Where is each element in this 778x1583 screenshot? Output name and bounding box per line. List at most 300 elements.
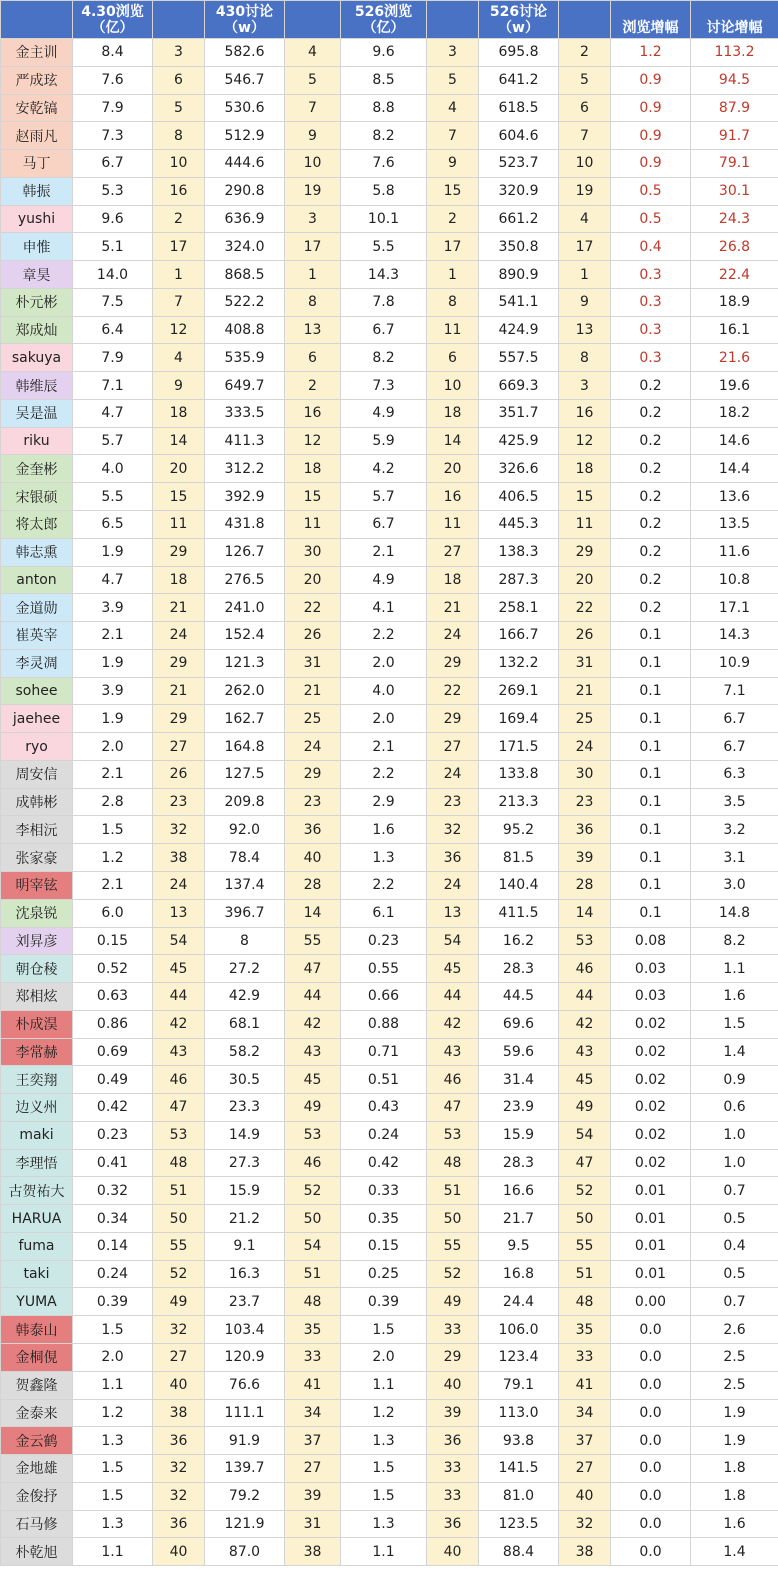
cell-browse-430-rank: 29 <box>153 649 205 677</box>
header-browse-growth: 浏览增幅 <box>611 1 691 39</box>
cell-browse-430-rank: 24 <box>153 622 205 650</box>
cell-discuss-430: 333.5 <box>205 399 285 427</box>
cell-discuss-430-rank: 30 <box>285 538 341 566</box>
cell-browse-526: 1.5 <box>341 1316 427 1344</box>
cell-browse-526-rank: 55 <box>427 1232 479 1260</box>
cell-name: 韩泰山 <box>1 1316 73 1344</box>
cell-discuss-526-rank: 2 <box>559 39 611 67</box>
cell-browse-526: 0.51 <box>341 1066 427 1094</box>
cell-browse-526: 7.6 <box>341 150 427 178</box>
cell-browse-430-rank: 4 <box>153 344 205 372</box>
cell-discuss-growth: 91.7 <box>691 122 778 150</box>
cell-discuss-growth: 0.6 <box>691 1094 778 1122</box>
cell-discuss-growth: 8.2 <box>691 927 778 955</box>
cell-discuss-526-rank: 8 <box>559 344 611 372</box>
cell-browse-growth: 0.9 <box>611 94 691 122</box>
cell-discuss-430-rank: 47 <box>285 955 341 983</box>
cell-discuss-growth: 18.2 <box>691 399 778 427</box>
cell-name: 金泰来 <box>1 1399 73 1427</box>
cell-browse-430: 1.3 <box>73 1427 153 1455</box>
cell-discuss-526: 79.1 <box>479 1371 559 1399</box>
cell-browse-430-rank: 47 <box>153 1094 205 1122</box>
cell-discuss-526-rank: 21 <box>559 677 611 705</box>
cell-browse-430-rank: 32 <box>153 816 205 844</box>
cell-browse-430: 2.1 <box>73 871 153 899</box>
cell-browse-430: 1.5 <box>73 1482 153 1510</box>
cell-browse-430: 1.3 <box>73 1510 153 1538</box>
cell-browse-430: 2.1 <box>73 622 153 650</box>
cell-discuss-430: 27.3 <box>205 1149 285 1177</box>
header-browse-526-rank <box>427 1 479 39</box>
cell-discuss-growth: 0.4 <box>691 1232 778 1260</box>
cell-discuss-growth: 14.4 <box>691 455 778 483</box>
cell-browse-430: 14.0 <box>73 261 153 289</box>
table-row <box>1 1510 778 1538</box>
cell-discuss-430: 392.9 <box>205 483 285 511</box>
cell-discuss-430: 111.1 <box>205 1399 285 1427</box>
cell-browse-526: 2.9 <box>341 788 427 816</box>
table-row <box>1 455 778 483</box>
cell-discuss-growth: 1.6 <box>691 983 778 1011</box>
cell-browse-526: 1.3 <box>341 1427 427 1455</box>
table-row <box>1 844 778 872</box>
table-row <box>1 1427 778 1455</box>
cell-name: 申惟 <box>1 233 73 261</box>
cell-discuss-430: 868.5 <box>205 261 285 289</box>
cell-browse-430-rank: 27 <box>153 1343 205 1371</box>
cell-browse-526-rank: 7 <box>427 122 479 150</box>
cell-discuss-430: 23.7 <box>205 1288 285 1316</box>
cell-name: 王奕翔 <box>1 1066 73 1094</box>
cell-discuss-growth: 16.1 <box>691 316 778 344</box>
cell-discuss-430-rank: 1 <box>285 261 341 289</box>
cell-name: 石马修 <box>1 1510 73 1538</box>
cell-browse-growth: 0.0 <box>611 1482 691 1510</box>
cell-browse-526-rank: 29 <box>427 649 479 677</box>
cell-browse-growth: 0.1 <box>611 760 691 788</box>
cell-browse-growth: 0.1 <box>611 622 691 650</box>
cell-browse-430: 0.15 <box>73 927 153 955</box>
cell-discuss-growth: 3.5 <box>691 788 778 816</box>
cell-discuss-526-rank: 6 <box>559 94 611 122</box>
cell-discuss-growth: 14.3 <box>691 622 778 650</box>
cell-discuss-526-rank: 43 <box>559 1038 611 1066</box>
cell-browse-526-rank: 44 <box>427 983 479 1011</box>
cell-browse-430-rank: 24 <box>153 871 205 899</box>
cell-browse-430-rank: 48 <box>153 1149 205 1177</box>
cell-name: 边义州 <box>1 1094 73 1122</box>
cell-browse-526: 0.15 <box>341 1232 427 1260</box>
cell-name: sohee <box>1 677 73 705</box>
cell-name: 马丁 <box>1 150 73 178</box>
cell-browse-526-rank: 23 <box>427 788 479 816</box>
cell-browse-430-rank: 45 <box>153 955 205 983</box>
table-row <box>1 677 778 705</box>
cell-browse-526: 1.3 <box>341 844 427 872</box>
table-row <box>1 955 778 983</box>
cell-discuss-526-rank: 29 <box>559 538 611 566</box>
table-row <box>1 927 778 955</box>
cell-name: 金俊抒 <box>1 1482 73 1510</box>
cell-discuss-430: 121.9 <box>205 1510 285 1538</box>
cell-discuss-526: 890.9 <box>479 261 559 289</box>
cell-discuss-526-rank: 38 <box>559 1538 611 1566</box>
cell-browse-430-rank: 13 <box>153 899 205 927</box>
cell-discuss-430-rank: 54 <box>285 1232 341 1260</box>
cell-discuss-growth: 3.2 <box>691 816 778 844</box>
cell-name: 朴乾旭 <box>1 1538 73 1566</box>
cell-discuss-526: 669.3 <box>479 372 559 400</box>
cell-discuss-526: 541.1 <box>479 288 559 316</box>
cell-browse-526-rank: 53 <box>427 1121 479 1149</box>
cell-browse-526: 4.9 <box>341 399 427 427</box>
cell-discuss-430-rank: 16 <box>285 399 341 427</box>
cell-discuss-430: 241.0 <box>205 594 285 622</box>
cell-browse-growth: 0.5 <box>611 177 691 205</box>
cell-discuss-growth: 0.9 <box>691 1066 778 1094</box>
cell-discuss-526: 28.3 <box>479 955 559 983</box>
cell-name: 朴成淏 <box>1 1010 73 1038</box>
table-row <box>1 94 778 122</box>
cell-discuss-526: 604.6 <box>479 122 559 150</box>
cell-discuss-526: 140.4 <box>479 871 559 899</box>
cell-browse-526-rank: 11 <box>427 511 479 539</box>
cell-discuss-430-rank: 8 <box>285 288 341 316</box>
cell-browse-growth: 0.02 <box>611 1094 691 1122</box>
cell-browse-430: 6.7 <box>73 150 153 178</box>
cell-discuss-430-rank: 6 <box>285 344 341 372</box>
cell-name: 金奎彬 <box>1 455 73 483</box>
cell-discuss-430: 79.2 <box>205 1482 285 1510</box>
cell-browse-526-rank: 29 <box>427 705 479 733</box>
cell-browse-526: 1.5 <box>341 1455 427 1483</box>
cell-discuss-430-rank: 26 <box>285 622 341 650</box>
cell-browse-430: 1.5 <box>73 816 153 844</box>
cell-browse-430-rank: 51 <box>153 1177 205 1205</box>
cell-browse-526-rank: 4 <box>427 94 479 122</box>
header-discuss-430-rank <box>285 1 341 39</box>
cell-discuss-growth: 1.0 <box>691 1149 778 1177</box>
cell-browse-430-rank: 15 <box>153 483 205 511</box>
cell-browse-526: 0.55 <box>341 955 427 983</box>
cell-name: 金地雄 <box>1 1455 73 1483</box>
cell-browse-526-rank: 32 <box>427 816 479 844</box>
cell-discuss-430-rank: 53 <box>285 1121 341 1149</box>
cell-browse-526: 0.23 <box>341 927 427 955</box>
cell-discuss-526-rank: 48 <box>559 1288 611 1316</box>
cell-discuss-526-rank: 11 <box>559 511 611 539</box>
cell-discuss-430-rank: 23 <box>285 788 341 816</box>
cell-browse-growth: 0.03 <box>611 983 691 1011</box>
table-row <box>1 399 778 427</box>
cell-discuss-430-rank: 5 <box>285 66 341 94</box>
cell-browse-526: 2.0 <box>341 705 427 733</box>
cell-browse-430: 2.1 <box>73 760 153 788</box>
cell-browse-526: 2.2 <box>341 871 427 899</box>
cell-discuss-430: 23.3 <box>205 1094 285 1122</box>
table-row <box>1 1482 778 1510</box>
cell-discuss-526-rank: 37 <box>559 1427 611 1455</box>
cell-browse-430: 0.23 <box>73 1121 153 1149</box>
cell-browse-430: 9.6 <box>73 205 153 233</box>
cell-discuss-430: 209.8 <box>205 788 285 816</box>
table-row <box>1 899 778 927</box>
table-row <box>1 538 778 566</box>
cell-name: taki <box>1 1260 73 1288</box>
cell-name: 金主训 <box>1 39 73 67</box>
cell-name: 成韩彬 <box>1 788 73 816</box>
cell-discuss-growth: 14.6 <box>691 427 778 455</box>
cell-browse-526: 6.7 <box>341 316 427 344</box>
cell-browse-430: 0.24 <box>73 1260 153 1288</box>
cell-discuss-526-rank: 17 <box>559 233 611 261</box>
table-row <box>1 39 778 67</box>
cell-browse-430: 0.32 <box>73 1177 153 1205</box>
cell-browse-430: 5.3 <box>73 177 153 205</box>
cell-browse-430-rank: 38 <box>153 844 205 872</box>
cell-browse-430-rank: 43 <box>153 1038 205 1066</box>
cell-discuss-526-rank: 12 <box>559 427 611 455</box>
cell-browse-526: 6.1 <box>341 899 427 927</box>
cell-name: 张家豪 <box>1 844 73 872</box>
cell-browse-430: 4.7 <box>73 399 153 427</box>
cell-browse-growth: 0.3 <box>611 288 691 316</box>
cell-discuss-526-rank: 51 <box>559 1260 611 1288</box>
cell-discuss-526: 24.4 <box>479 1288 559 1316</box>
cell-browse-growth: 0.2 <box>611 372 691 400</box>
cell-browse-430: 1.1 <box>73 1538 153 1566</box>
cell-discuss-526: 123.4 <box>479 1343 559 1371</box>
cell-browse-526-rank: 49 <box>427 1288 479 1316</box>
cell-browse-430: 2.0 <box>73 733 153 761</box>
cell-discuss-526: 287.3 <box>479 566 559 594</box>
cell-discuss-430-rank: 14 <box>285 899 341 927</box>
cell-browse-430: 6.0 <box>73 899 153 927</box>
cell-discuss-430-rank: 24 <box>285 733 341 761</box>
table-row <box>1 483 778 511</box>
table-row <box>1 1371 778 1399</box>
cell-discuss-430-rank: 35 <box>285 1316 341 1344</box>
cell-browse-526: 0.42 <box>341 1149 427 1177</box>
cell-discuss-430: 535.9 <box>205 344 285 372</box>
cell-discuss-growth: 2.5 <box>691 1371 778 1399</box>
cell-browse-growth: 0.4 <box>611 233 691 261</box>
cell-browse-526: 0.35 <box>341 1205 427 1233</box>
cell-discuss-growth: 2.6 <box>691 1316 778 1344</box>
cell-browse-430-rank: 27 <box>153 733 205 761</box>
cell-discuss-526: 21.7 <box>479 1205 559 1233</box>
cell-discuss-430: 312.2 <box>205 455 285 483</box>
cell-discuss-growth: 1.9 <box>691 1427 778 1455</box>
cell-discuss-526-rank: 22 <box>559 594 611 622</box>
cell-browse-growth: 0.02 <box>611 1038 691 1066</box>
table-row <box>1 788 778 816</box>
cell-browse-526: 0.33 <box>341 1177 427 1205</box>
cell-browse-526: 7.8 <box>341 288 427 316</box>
cell-discuss-526: 113.0 <box>479 1399 559 1427</box>
cell-browse-526: 0.88 <box>341 1010 427 1038</box>
cell-discuss-430: 15.9 <box>205 1177 285 1205</box>
cell-discuss-430-rank: 20 <box>285 566 341 594</box>
cell-browse-526-rank: 3 <box>427 39 479 67</box>
cell-discuss-430-rank: 43 <box>285 1038 341 1066</box>
cell-browse-526-rank: 6 <box>427 344 479 372</box>
cell-discuss-526-rank: 35 <box>559 1316 611 1344</box>
cell-discuss-growth: 24.3 <box>691 205 778 233</box>
header-browse-526: 526浏览 （亿） <box>341 1 427 39</box>
cell-discuss-430-rank: 50 <box>285 1205 341 1233</box>
cell-discuss-526: 445.3 <box>479 511 559 539</box>
cell-browse-526: 2.1 <box>341 538 427 566</box>
cell-browse-430: 7.5 <box>73 288 153 316</box>
cell-browse-430-rank: 11 <box>153 511 205 539</box>
cell-name: yushi <box>1 205 73 233</box>
table-row <box>1 733 778 761</box>
cell-discuss-growth: 17.1 <box>691 594 778 622</box>
cell-browse-526: 0.25 <box>341 1260 427 1288</box>
cell-name: HARUA <box>1 1205 73 1233</box>
cell-discuss-526: 44.5 <box>479 983 559 1011</box>
cell-browse-growth: 0.2 <box>611 427 691 455</box>
cell-discuss-526: 641.2 <box>479 66 559 94</box>
cell-discuss-430: 76.6 <box>205 1371 285 1399</box>
cell-name: 朝仓稜 <box>1 955 73 983</box>
cell-browse-growth: 0.01 <box>611 1177 691 1205</box>
header-discuss-526: 526讨论 （w） <box>479 1 559 39</box>
table-row <box>1 1094 778 1122</box>
cell-discuss-526-rank: 34 <box>559 1399 611 1427</box>
cell-discuss-430: 290.8 <box>205 177 285 205</box>
cell-discuss-430: 411.3 <box>205 427 285 455</box>
cell-discuss-430-rank: 38 <box>285 1538 341 1566</box>
cell-discuss-430: 127.5 <box>205 760 285 788</box>
cell-browse-526-rank: 18 <box>427 566 479 594</box>
cell-discuss-526: 133.8 <box>479 760 559 788</box>
cell-discuss-430: 636.9 <box>205 205 285 233</box>
cell-discuss-430-rank: 31 <box>285 649 341 677</box>
cell-discuss-430-rank: 13 <box>285 316 341 344</box>
cell-discuss-526-rank: 54 <box>559 1121 611 1149</box>
cell-browse-430-rank: 21 <box>153 677 205 705</box>
cell-browse-430: 1.5 <box>73 1316 153 1344</box>
cell-discuss-430: 68.1 <box>205 1010 285 1038</box>
cell-discuss-430: 58.2 <box>205 1038 285 1066</box>
cell-browse-526-rank: 22 <box>427 677 479 705</box>
cell-browse-430: 0.49 <box>73 1066 153 1094</box>
cell-discuss-526-rank: 7 <box>559 122 611 150</box>
cell-browse-430: 2.8 <box>73 788 153 816</box>
cell-name: maki <box>1 1121 73 1149</box>
cell-browse-526-rank: 20 <box>427 455 479 483</box>
cell-name: 古贺祐大 <box>1 1177 73 1205</box>
cell-browse-430: 1.1 <box>73 1371 153 1399</box>
table-row <box>1 1010 778 1038</box>
cell-name: 安乾镐 <box>1 94 73 122</box>
cell-name: 李理悟 <box>1 1149 73 1177</box>
cell-browse-growth: 0.3 <box>611 261 691 289</box>
cell-discuss-526: 258.1 <box>479 594 559 622</box>
cell-browse-526: 1.3 <box>341 1510 427 1538</box>
cell-browse-growth: 0.5 <box>611 205 691 233</box>
cell-browse-growth: 0.1 <box>611 816 691 844</box>
table-row <box>1 1343 778 1371</box>
table-row <box>1 261 778 289</box>
cell-browse-growth: 0.01 <box>611 1232 691 1260</box>
cell-discuss-430: 530.6 <box>205 94 285 122</box>
cell-discuss-growth: 3.1 <box>691 844 778 872</box>
cell-browse-526: 10.1 <box>341 205 427 233</box>
cell-discuss-growth: 0.5 <box>691 1260 778 1288</box>
cell-name: 李相沅 <box>1 816 73 844</box>
cell-discuss-526-rank: 45 <box>559 1066 611 1094</box>
table-row <box>1 705 778 733</box>
cell-discuss-430: 8 <box>205 927 285 955</box>
cell-discuss-526-rank: 26 <box>559 622 611 650</box>
cell-browse-526-rank: 40 <box>427 1371 479 1399</box>
table-row <box>1 1538 778 1566</box>
cell-discuss-526-rank: 40 <box>559 1482 611 1510</box>
header-discuss-growth: 讨论增幅 <box>691 1 778 39</box>
cell-discuss-430: 408.8 <box>205 316 285 344</box>
table-row <box>1 1455 778 1483</box>
cell-browse-526: 5.9 <box>341 427 427 455</box>
cell-browse-growth: 0.3 <box>611 344 691 372</box>
table-row <box>1 1121 778 1149</box>
cell-discuss-430-rank: 31 <box>285 1510 341 1538</box>
cell-browse-526-rank: 24 <box>427 622 479 650</box>
cell-browse-growth: 0.0 <box>611 1455 691 1483</box>
cell-browse-526: 14.3 <box>341 261 427 289</box>
cell-discuss-430-rank: 48 <box>285 1288 341 1316</box>
cell-discuss-526: 695.8 <box>479 39 559 67</box>
cell-browse-526: 2.2 <box>341 622 427 650</box>
cell-name: 金道勋 <box>1 594 73 622</box>
cell-discuss-430: 14.9 <box>205 1121 285 1149</box>
cell-browse-526-rank: 36 <box>427 844 479 872</box>
cell-discuss-526-rank: 18 <box>559 455 611 483</box>
cell-browse-430: 0.69 <box>73 1038 153 1066</box>
cell-discuss-growth: 10.8 <box>691 566 778 594</box>
cell-browse-430: 1.9 <box>73 538 153 566</box>
cell-browse-430: 2.0 <box>73 1343 153 1371</box>
cell-discuss-526: 425.9 <box>479 427 559 455</box>
cell-discuss-430-rank: 25 <box>285 705 341 733</box>
cell-browse-526: 0.66 <box>341 983 427 1011</box>
header-browse-430: 4.30浏览 （亿） <box>73 1 153 39</box>
cell-browse-526: 5.7 <box>341 483 427 511</box>
cell-name: 将太郎 <box>1 511 73 539</box>
cell-discuss-growth: 1.6 <box>691 1510 778 1538</box>
cell-name: 吴是温 <box>1 399 73 427</box>
cell-browse-430-rank: 7 <box>153 288 205 316</box>
table-row <box>1 622 778 650</box>
cell-discuss-430: 121.3 <box>205 649 285 677</box>
cell-discuss-430: 164.8 <box>205 733 285 761</box>
cell-browse-526: 2.0 <box>341 649 427 677</box>
cell-discuss-growth: 113.2 <box>691 39 778 67</box>
cell-browse-526-rank: 13 <box>427 899 479 927</box>
cell-browse-526: 0.24 <box>341 1121 427 1149</box>
cell-discuss-526-rank: 9 <box>559 288 611 316</box>
cell-browse-430: 0.63 <box>73 983 153 1011</box>
header-row <box>1 1 778 39</box>
cell-discuss-526-rank: 31 <box>559 649 611 677</box>
cell-browse-growth: 0.2 <box>611 594 691 622</box>
cell-browse-526: 5.8 <box>341 177 427 205</box>
cell-discuss-growth: 1.4 <box>691 1038 778 1066</box>
cell-browse-430: 0.39 <box>73 1288 153 1316</box>
cell-browse-430-rank: 26 <box>153 760 205 788</box>
